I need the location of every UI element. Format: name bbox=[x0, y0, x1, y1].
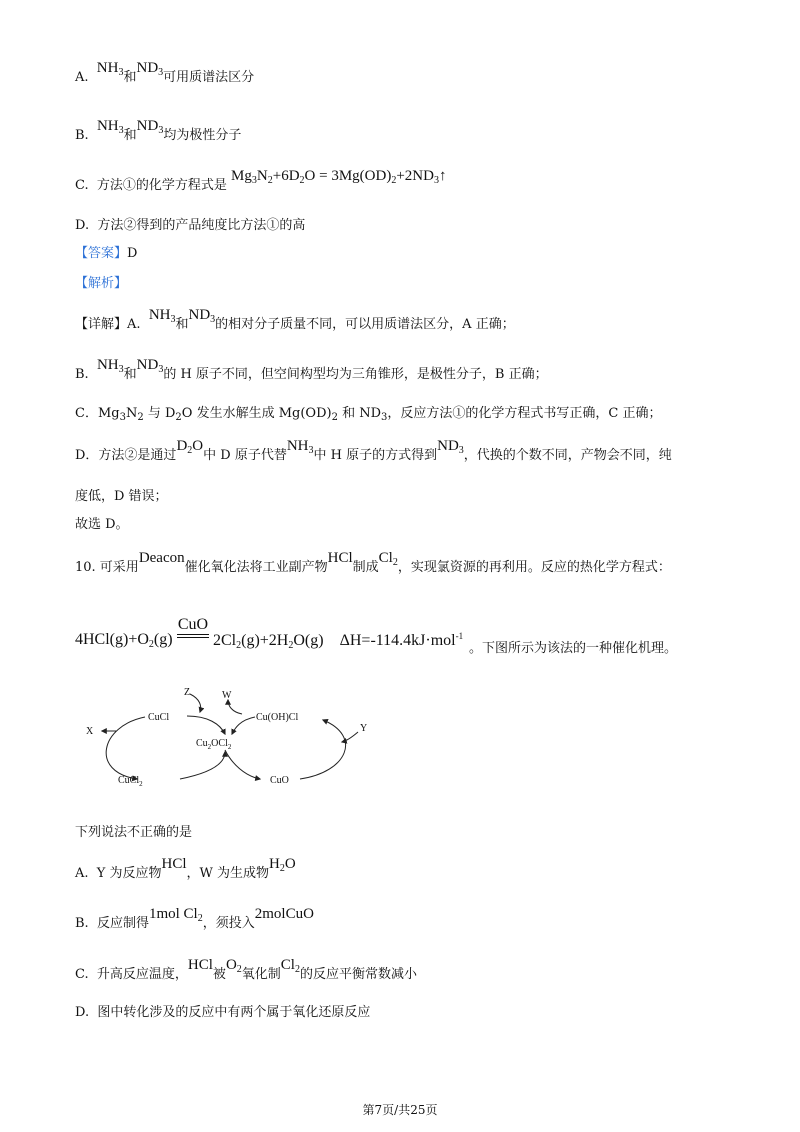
formula-hcl: HCl bbox=[161, 856, 187, 872]
arrow-cuo-to-cuohcl bbox=[300, 720, 346, 779]
formula-nd3: $ND_3$ bbox=[136, 60, 164, 78]
formula-nh3: $NH_3$ bbox=[96, 118, 124, 136]
equation-tail: 。下图所示为该法的一种催化机理。 bbox=[469, 641, 678, 656]
choose-line: 故选 D。 bbox=[75, 517, 129, 532]
q9-option-c: C. 方法①的化学方程式是 $Mg_3N_2+6D_2O$ = $3Mg(OD)_2+2ND_3↑$ bbox=[75, 168, 447, 193]
equation-mg3n2: $Mg_3N_2+6D_2O$ = $3Mg(OD)_2+2ND_3↑$ bbox=[231, 168, 447, 186]
label-x: X bbox=[86, 726, 94, 737]
q9-option-b: B. $NH_3$和$ND_3$均为极性分子 bbox=[75, 118, 242, 143]
arrow-cu2ocl2-to-cucl2 bbox=[180, 752, 225, 779]
arrow-cuohcl-to-cu2ocl2 bbox=[232, 717, 255, 734]
formula-nh3: $NH_3$ bbox=[96, 357, 124, 375]
answer-tag: 【答案】 bbox=[75, 246, 128, 261]
arrow-cucl2-to-cucl bbox=[106, 717, 145, 779]
formula-nd3: $ND_3$ bbox=[136, 357, 164, 375]
formula-nd3: $ND_3$ bbox=[188, 307, 216, 325]
label-w: W bbox=[222, 690, 232, 701]
formula-cl2: $Cl_2$ bbox=[378, 550, 398, 568]
analysis-tag: 【解析】 bbox=[75, 276, 128, 291]
label-z: Z bbox=[184, 687, 191, 698]
arrow-z-in bbox=[190, 694, 201, 712]
label-cucl2: CuCl$_2$ bbox=[118, 775, 143, 788]
label-cu2ocl2: $Cu_2OCl_2$ bbox=[196, 738, 232, 751]
arrow-cu2ocl2-to-cuo bbox=[225, 750, 260, 779]
formula-nh3: $NH_3$ bbox=[286, 438, 314, 456]
catalytic-cycle-diagram bbox=[80, 684, 380, 794]
equation-left: $4HCl(g)+O_2(g)$ bbox=[75, 631, 173, 650]
q10-option-b: B. 反应制得1mol $Cl_2$，须投入2molCuO bbox=[75, 906, 314, 931]
answer-line bbox=[75, 247, 137, 260]
formula-1mol-cl2: 1mol $Cl_2$ bbox=[148, 906, 203, 924]
arrow-y-in bbox=[342, 732, 358, 742]
formula-d2o: $D_2O$ bbox=[176, 438, 204, 456]
detail-a: 【详解】A. $NH_3$和$ND_3$的相对分子质量不同，可以用质谱法区分，A 正确； bbox=[75, 307, 515, 332]
formula-h2o: $H_2O$ bbox=[269, 856, 296, 874]
catalyst-label: CuO bbox=[177, 616, 209, 633]
answer-value: D bbox=[127, 246, 138, 261]
label-cucl: CuCl bbox=[148, 712, 170, 723]
detail-d-continued: 度低，D 错误； bbox=[75, 489, 168, 504]
detail-c: C．$Mg_3N_2$ 与 $D_2O$ 发生水解生成 $Mg(OD)_2$ 和 $ND_3$，反应方法①的化学方程式书写正确，C 正确； bbox=[75, 406, 662, 423]
label-y: Y bbox=[360, 723, 368, 734]
detail-b: B. $NH_3$和$ND_3$的 H 原子不同，但空间构型均为三角锥形，是极性分子，B 正确； bbox=[75, 357, 548, 382]
q9-option-a: A. $NH_3$和$ND_3$可用质谱法区分 bbox=[75, 60, 255, 85]
label-cuohcl: Cu(OH)Cl bbox=[256, 712, 299, 723]
label-cuo: CuO bbox=[270, 775, 289, 786]
equals-line-bottom bbox=[177, 637, 209, 638]
equals-line-top bbox=[177, 634, 209, 635]
arrow-w-out bbox=[228, 700, 242, 714]
q10-option-d: D. 图中转化涉及的反应中有两个属于氧化还原反应 bbox=[75, 1005, 371, 1020]
page-footer: 第7页/共25页 bbox=[362, 1103, 438, 1117]
formula-2mol-cuo: 2molCuO bbox=[254, 906, 314, 922]
formula-hcl: HCl bbox=[187, 957, 213, 973]
q10-option-a: A. Y 为反应物HCl，W 为生成物$H_2O$ bbox=[75, 856, 296, 881]
formula-hcl: HCl bbox=[327, 550, 353, 566]
formula-nd3: $ND_3$ bbox=[136, 118, 164, 136]
formula-o2: $O_2$ bbox=[225, 957, 242, 975]
term-deacon: Deacon bbox=[138, 550, 185, 566]
formula-nh3: $NH_3$ bbox=[96, 60, 124, 78]
formula-cl2: $Cl_2$ bbox=[280, 957, 300, 975]
arrow-cucl-to-cu2ocl2 bbox=[187, 716, 225, 734]
equation-right: $2Cl_2(g)+2H_2O(g)$ ΔH=-114.4kJ·mol$^{-1}$ bbox=[213, 631, 464, 651]
detail-d: D．方法②是通过$D_2O$中 D 原子代替$NH_3$中 H 原子的方式得到$ND_3$，代换的个数不同，产物会不同，纯 bbox=[75, 438, 672, 463]
q10-stem: 10. 可采用Deacon催化氧化法将工业副产物HCl制成$Cl_2$，实现氯资源的再利用。反应的热化学方程式： bbox=[75, 550, 671, 575]
formula-nd3: $ND_3$ bbox=[437, 438, 464, 456]
formula-nh3: $NH_3$ bbox=[148, 307, 176, 325]
q10-question: 下列说法不正确的是 bbox=[75, 825, 193, 840]
q9-option-d: D. 方法②得到的产品纯度比方法①的高 bbox=[75, 218, 306, 233]
q10-option-c: C. 升高反应温度，HCl被$O_2$氧化制$Cl_2$的反应平衡常数减小 bbox=[75, 957, 417, 982]
